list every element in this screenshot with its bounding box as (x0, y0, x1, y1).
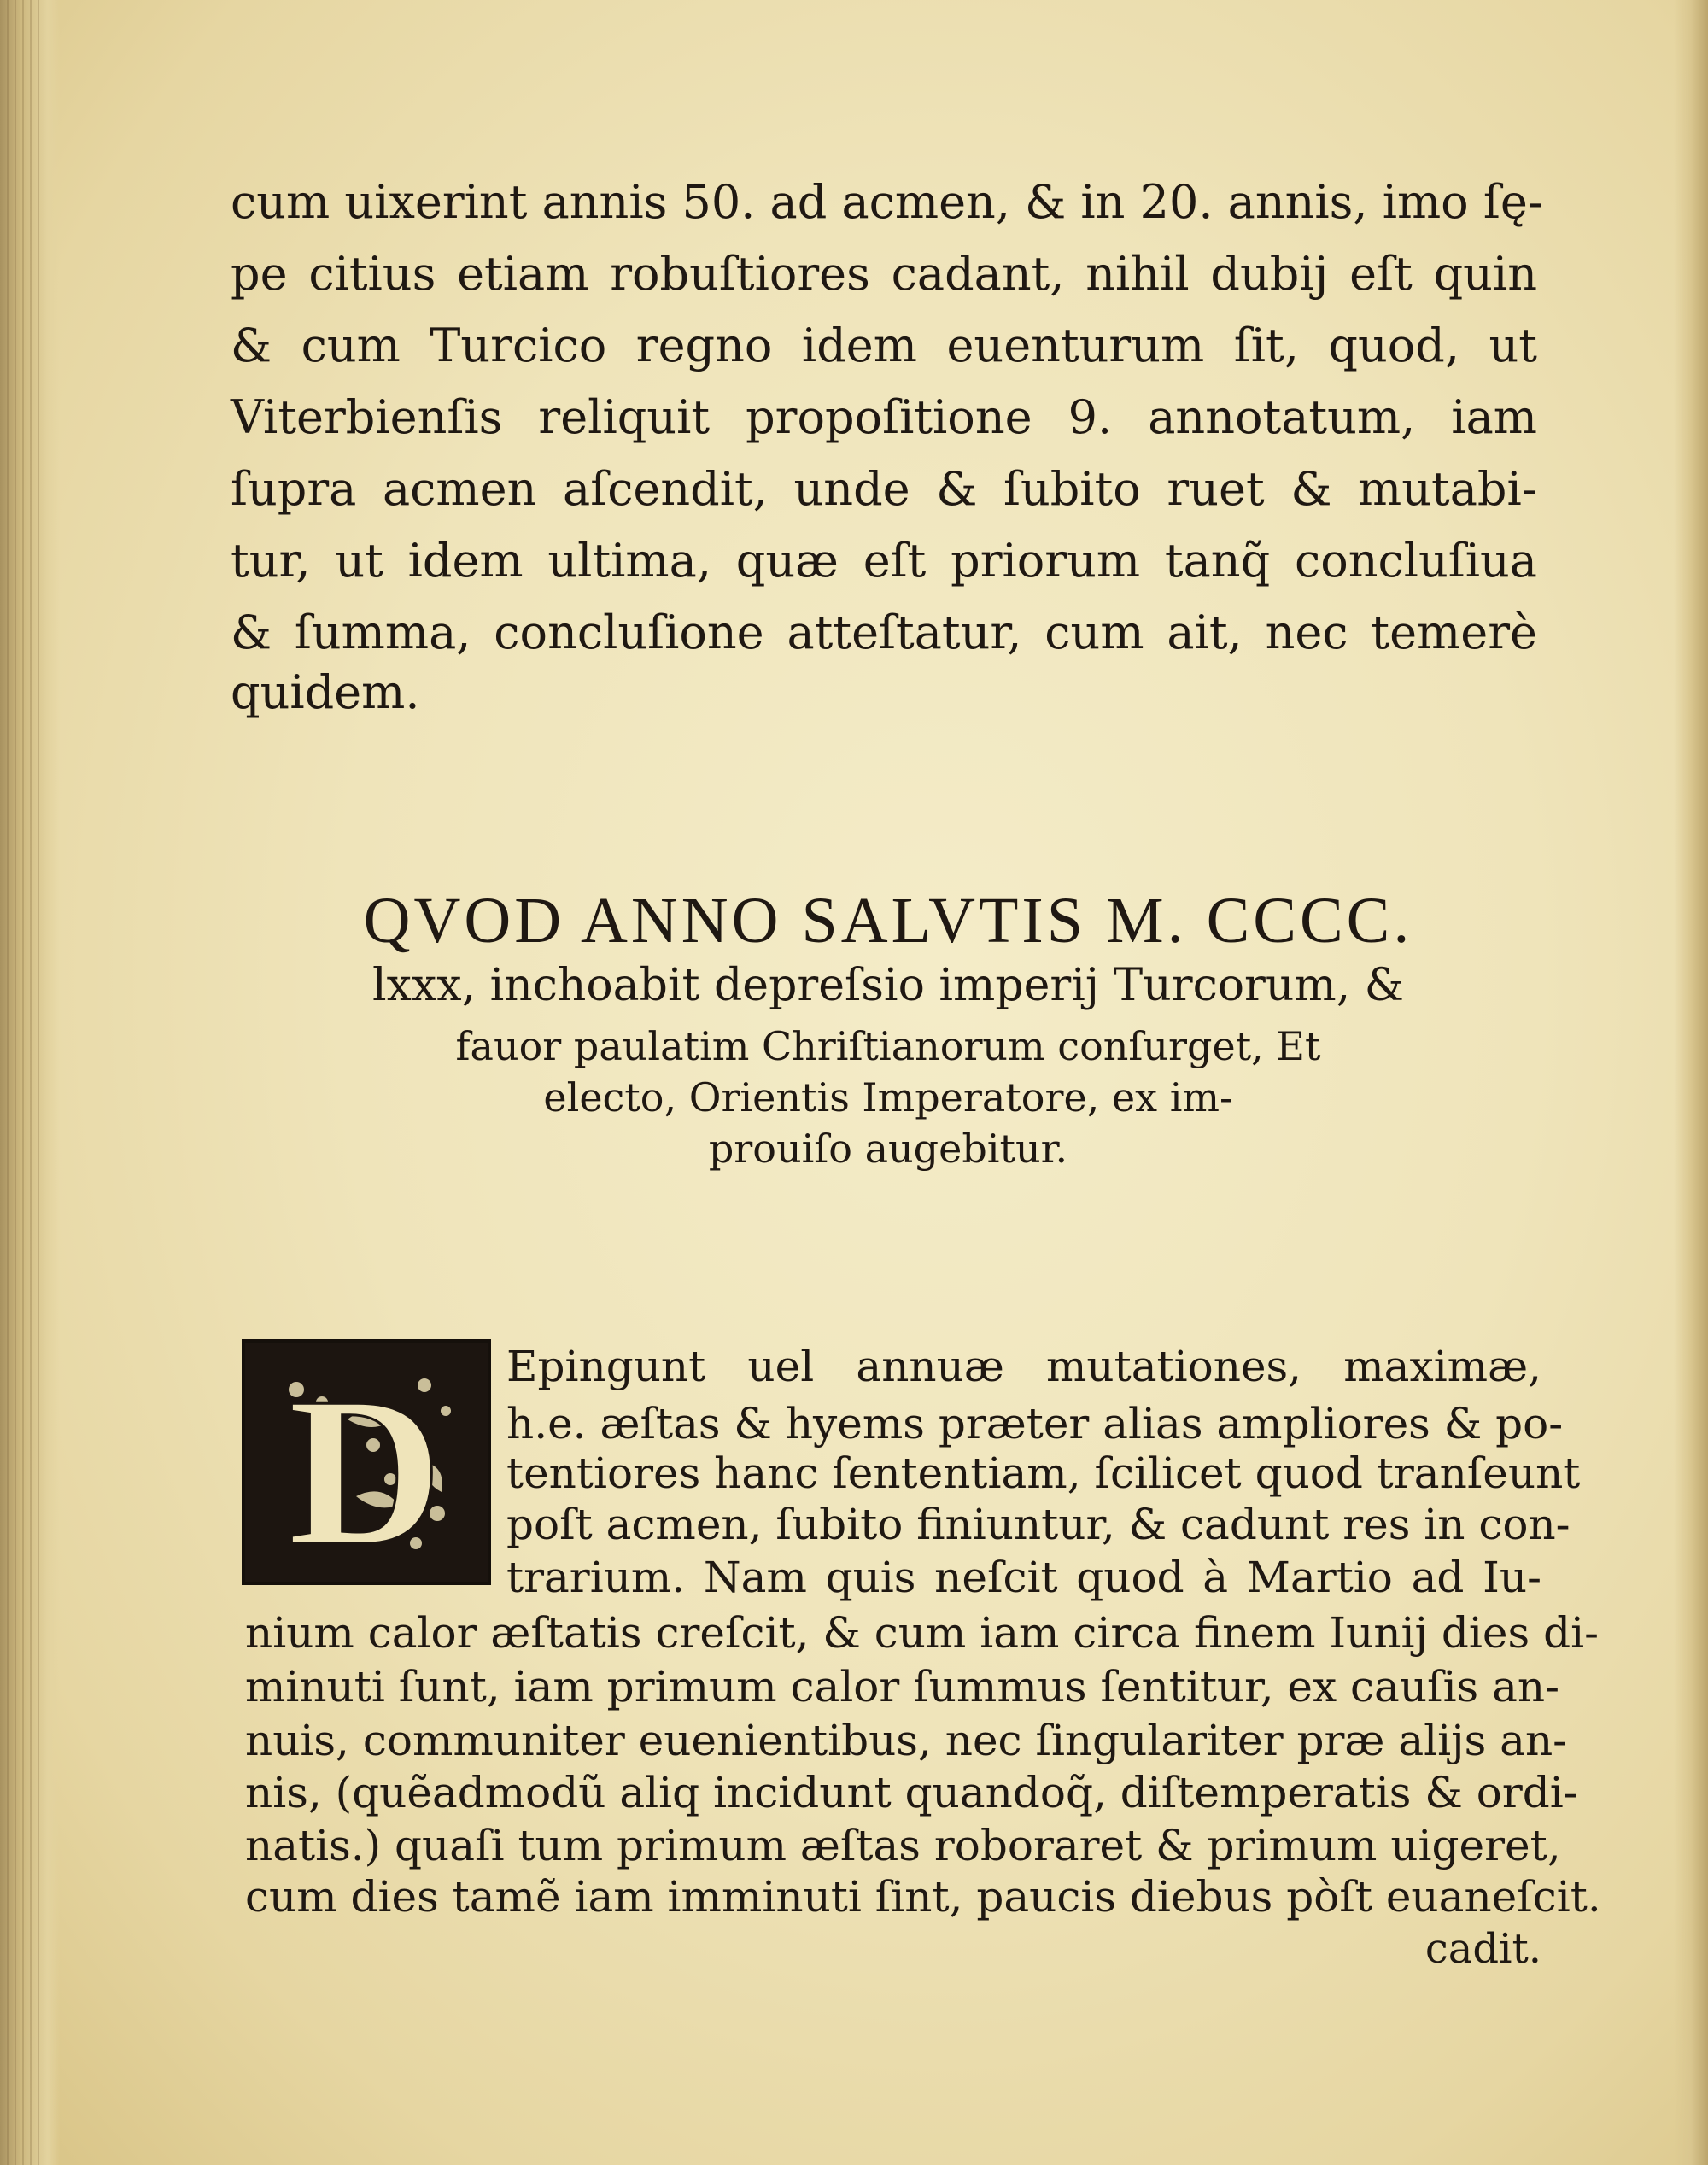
paragraph2-line-7: minuti ſunt, iam primum calor ſummus ſentitur, ex cauſis an- (245, 1662, 1560, 1712)
paragraph2-line-2: h.e. æſtas & hyems præter alias ampliores & po- (506, 1399, 1564, 1448)
page-edges (7, 0, 41, 2165)
paragraph2-line-8: nuis, communiter euenientibus, nec ſingulariter præ alijs an- (245, 1716, 1568, 1765)
section-heading-line-1: QVOD ANNO SALVTIS M. CCCC. (363, 885, 1413, 957)
paragraph1-line-7: & ſumma, concluſione atteſtatur, cum ait, nec temerè (231, 606, 1537, 659)
catchword: cadit. (1424, 1925, 1541, 1973)
paragraph2-line-10: natis.) quaſi tum primum æſtas roboraret & primum uigeret, (245, 1821, 1561, 1870)
section-heading-line-2: lxxx, inchoabit depreſsio imperij Turcorum, & (371, 960, 1405, 1011)
section-heading-line-4: electo, Orientis Imperatore, ex im- (543, 1074, 1233, 1121)
paragraph1-line-5: ſupra acmen aſcendit, unde & ſubito ruet & mutabi- (231, 462, 1537, 516)
paragraph1-line-6: tur, ut idem ultima, quæ eſt priorum tanq̃ concluſiua (231, 534, 1537, 588)
initial-letter: D (288, 1354, 442, 1582)
paragraph2-line-5: trarium. Nam quis neſcit quod à Martio ad Iu- (506, 1553, 1541, 1602)
decorated-initial (242, 1339, 491, 1585)
paragraph2-line-9: nis, (quẽadmodũ aliq incidunt quandoq̃, diſtemperatis & ordi- (245, 1768, 1578, 1817)
page-right-edge (1674, 0, 1708, 2165)
paragraph2-line-1: Epingunt uel annuæ mutationes, maximæ, (506, 1342, 1541, 1391)
paragraph1-line-2: pe citius etiam robuſtiores cadant, nihil dubij eſt quin (231, 247, 1537, 301)
section-heading-line-5: prouiſo augebitur. (708, 1126, 1068, 1172)
paragraph1-line-8: quidem. (231, 665, 420, 719)
initial-letter-ornament (245, 1343, 488, 1582)
paragraph2-line-6: nium calor æſtatis creſcit, & cum iam circa finem Iunij dies di- (245, 1608, 1599, 1658)
paragraph1-line-4: Viterbienſis reliquit propoſitione 9. annotatum, iam (231, 390, 1537, 444)
section-heading-line-3: fauor paulatim Chriſtianorum conſurget, Et (455, 1023, 1321, 1069)
paragraph1-line-1: cum uixerint annis 50. ad acmen, & in 20. annis, imo ſę- (231, 175, 1544, 229)
paragraph2-line-4: poſt acmen, ſubito finiuntur, & cadunt res in con- (506, 1500, 1571, 1549)
paragraph2-line-11: cum dies tamẽ iam imminuti ſint, paucis diebus pòſt euaneſcit. (245, 1872, 1601, 1922)
paragraph1-line-3: & cum Turcico regno idem euenturum ſit, quod, ut (231, 319, 1537, 372)
paragraph2-line-3: tentiores hanc ſententiam, ſcilicet quod tranſeunt (506, 1448, 1581, 1498)
